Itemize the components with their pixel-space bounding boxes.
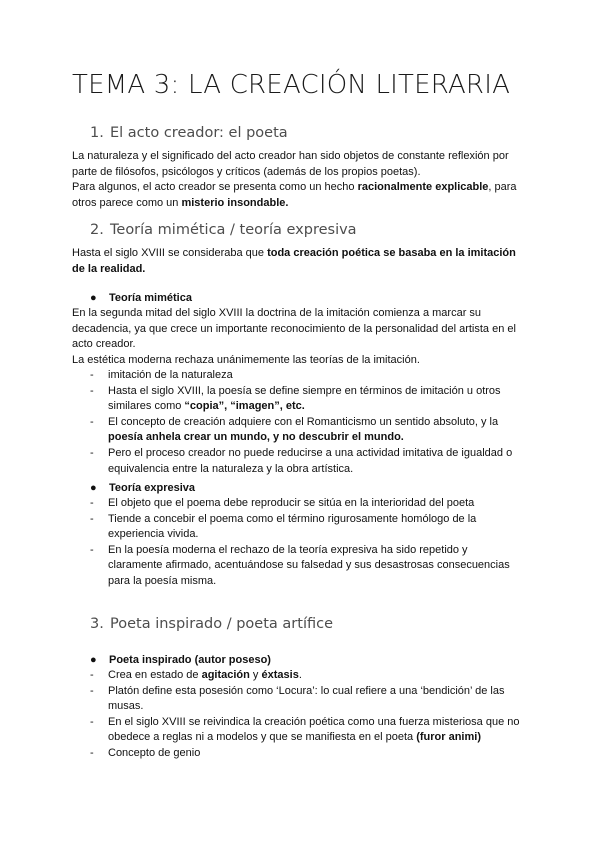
text-line: Para algunos, el acto creador se presenta como un hecho racionalmente explicable, para xyxy=(72,181,517,194)
list-item: - Crea en estado de agitación y éxtasis. xyxy=(90,668,535,684)
dash-icon: - xyxy=(90,746,94,759)
list-item: - El concepto de creación adquiere con el Romanticismo un sentido absoluto, y la poesía anhela crear un mundo, y no descubrir el mundo. xyxy=(90,415,499,444)
inspirado-heading: ● Poeta inspirado (autor poseso) xyxy=(90,653,271,669)
dash-icon: - xyxy=(90,669,94,681)
dash-icon: - xyxy=(90,512,94,525)
list-item: - imitación de la naturaleza xyxy=(90,368,535,384)
bullet-icon: ● xyxy=(90,292,97,304)
bold-text: agitación xyxy=(201,669,250,681)
mimetica-paragraph xyxy=(72,306,532,368)
list-item: - Pero el proceso creador no puede reducirse a una actividad imitativa de igualdad o equivalencia entre la naturaleza y la obra artística. xyxy=(90,446,513,475)
list-item: - Tiende a concebir el poema como el término rigurosamente homólogo de la experiencia vivida. xyxy=(90,512,477,541)
list-item: - Concepto de genio xyxy=(90,746,535,762)
bold-text: racionalmente explicable xyxy=(357,181,489,194)
list-item: - En el siglo XVIII se reivindica la creación poética como una fuerza misteriosa que no obedece a reglas ni a modelos y que se manifiesta en el poeta (furor animi) xyxy=(90,715,520,744)
dash-icon: - xyxy=(90,446,94,459)
dash-icon: - xyxy=(90,715,94,728)
section-2-intro xyxy=(72,246,532,277)
section-2-title: Teoría mimética / teoría expresiva xyxy=(110,222,357,238)
dash-icon: - xyxy=(90,497,94,509)
expresiva-list xyxy=(90,496,535,590)
bold-text: de la realidad. xyxy=(72,262,146,275)
dash-icon: - xyxy=(90,684,94,697)
dash-icon: - xyxy=(90,369,94,381)
dash-icon: - xyxy=(90,543,94,556)
bold-text: éxtasis xyxy=(261,669,299,681)
dash-icon: - xyxy=(90,415,94,428)
text-line: acto creador. xyxy=(72,338,136,351)
list-item: - En la poesía moderna el rechazo de la teoría expresiva ha sido repetido y claramente afirmado, acentuándose su falsedad y sus desastrosas consecuencias para la poesía misma. xyxy=(90,543,510,587)
text-line: En la segunda mitad del siglo XVIII la doctrina de la imitación comienza a marcar su xyxy=(72,307,482,319)
bold-text: misterio insondable. xyxy=(181,196,289,209)
list-item: - Hasta el siglo XVIII, la poesía se define siempre en términos de imitación u otros similares como “copia”, “imagen”, etc. xyxy=(90,384,501,413)
list-item: - Platón define esta posesión como ‘Locura’: lo cual refiere a una ‘bendición’ de las musas. xyxy=(90,684,505,713)
list-item: - El objeto que el poema debe reproducir se sitúa en la interioridad del poeta xyxy=(90,496,535,512)
section-2-number: 2. xyxy=(90,222,104,238)
section-3-title: Poeta inspirado / poeta artífice xyxy=(110,616,333,632)
section-3-heading xyxy=(90,616,333,632)
text-line: parte de filósofos, psicólogos y críticos (además de los propios poetas). xyxy=(72,165,421,178)
section-3-number: 3. xyxy=(90,616,104,632)
bold-text: toda creación poética se basaba en la imitación xyxy=(267,247,516,259)
page-title: TEMA 3: LA CREACIÓN LITERARIA xyxy=(72,70,511,100)
mimetica-list xyxy=(90,368,535,477)
section-2-heading xyxy=(90,222,357,238)
mimetica-heading: ● Teoría mimética xyxy=(90,291,192,307)
inspirado-list xyxy=(90,668,535,762)
text-line: Hasta el siglo XVIII se consideraba que toda creación poética se basaba en la imitación xyxy=(72,247,516,259)
bold-text: “copia”, “imagen”, etc. xyxy=(184,400,305,413)
text-line: La naturaleza y el significado del acto creador han sido objetos de constante reflexión por xyxy=(72,150,509,162)
text-line: La estética moderna rechaza unánimemente las teorías de la imitación. xyxy=(72,353,420,366)
text-line: otros parece como un misterio insondable. xyxy=(72,196,289,209)
section-1-number: 1. xyxy=(90,125,104,141)
text-line: decadencia, ya que crece un importante reconocimiento de la personalidad del artista en el xyxy=(72,322,516,335)
bullet-icon: ● xyxy=(90,654,97,666)
text-line xyxy=(72,262,532,278)
bold-text: poesía anhela crear un mundo, y no descubrir el mundo. xyxy=(108,431,404,444)
expresiva-heading: ● Teoría expresiva xyxy=(90,481,195,497)
bullet-icon: ● xyxy=(90,482,97,494)
bold-text: (furor animi) xyxy=(416,731,481,744)
section-1-paragraph xyxy=(72,149,532,211)
section-1-title: El acto creador: el poeta xyxy=(110,125,288,141)
dash-icon: - xyxy=(90,384,94,397)
section-1-heading xyxy=(90,125,288,141)
